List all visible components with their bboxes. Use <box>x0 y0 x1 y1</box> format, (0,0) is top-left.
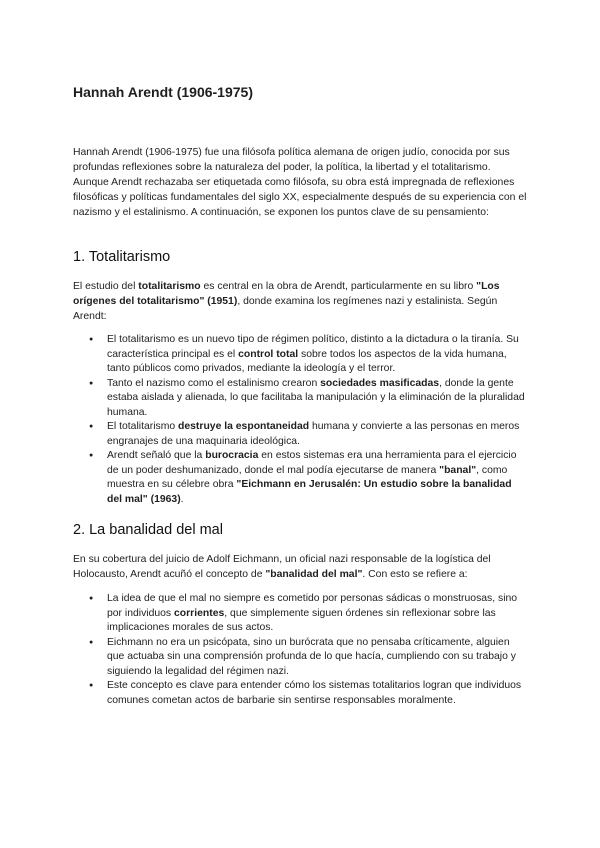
page-title: Hannah Arendt (1906-1975) <box>73 84 253 100</box>
section-1-heading: 1. Totalitarismo <box>73 249 171 265</box>
list-item: ● Tanto el nazismo como el estalinismo crearon sociedades masificadas, donde la gente estaba aislada y alienada, lo que facilitaba la manipulación y la eliminación de la pluralidad humana. <box>73 377 528 421</box>
list-item: ● Eichmann no era un psicópata, sino un burócrata que no pensaba críticamente, alguien que actuaba sin una comprensión profunda de lo que hacía, cumpliendo con su trabajo y siguiendo la legalidad del régimen nazi. <box>73 636 528 680</box>
list-item: ● La idea de que el mal no siempre es cometido por personas sádicas o monstruosas, sino por individuos corrientes, que simplemente siguen órdenes sin reflexionar sobre las implicaciones morales de sus actos. <box>73 592 528 636</box>
section-1-paragraph: El estudio del totalitarismo es central en la obra de Arendt, particularmente en su libro "Los orígenes del totalitarismo" (1951), donde examina los regímenes nazi y estalinista. Según Arendt: <box>73 281 500 322</box>
intro-paragraph: Hannah Arendt (1906-1975) fue una filósofa política alemana de origen judío, conocida por sus profundas reflexiones sobre la naturaleza del poder, la política, la libertad y el totalitarismo. Aunque Arendt rechazaba ser etiquetada como filósofa, su obra está impregnada de reflexiones filosóficas y políticas fundamentales del siglo XX, especialmente después de su experiencia con el nazismo y el estalinismo. A continuación, se exponen los puntos clave de su pensamiento: <box>73 147 527 218</box>
section-2-paragraph: En su cobertura del juicio de Adolf Eichmann, un oficial nazi responsable de la logística del Holocausto, Arendt acuñó el concepto de "banalidad del mal". Con esto se refiere a: <box>73 554 491 580</box>
section-2-bullet-list <box>73 592 528 708</box>
section-2-heading: 2. La banalidad del mal <box>73 522 223 538</box>
list-item: ● Este concepto es clave para entender cómo los sistemas totalitarios logran que individuos comunes cometan actos de barbarie sin sentirse responsables moralmente. <box>73 679 528 708</box>
section-1-bullet-list <box>73 333 528 507</box>
list-item: ● El totalitarismo es un nuevo tipo de régimen político, distinto a la dictadura o la tiranía. Su característica principal es el control total sobre todos los aspectos de la vida humana, tanto públicos como privados, mediante la ideología y el terror. <box>73 333 528 377</box>
list-item: ● El totalitarismo destruye la espontaneidad humana y convierte a las personas en meros engranajes de una maquinaria ideológica. <box>73 420 528 449</box>
list-item: ● Arendt señaló que la burocracia en estos sistemas era una herramienta para el ejercicio de un poder deshumanizado, donde el mal podía ejecutarse de manera "banal", como muestra en su célebre obra "Eichmann en Jerusalén: Un estudio sobre la banalidad del mal" (1963). <box>73 449 528 507</box>
